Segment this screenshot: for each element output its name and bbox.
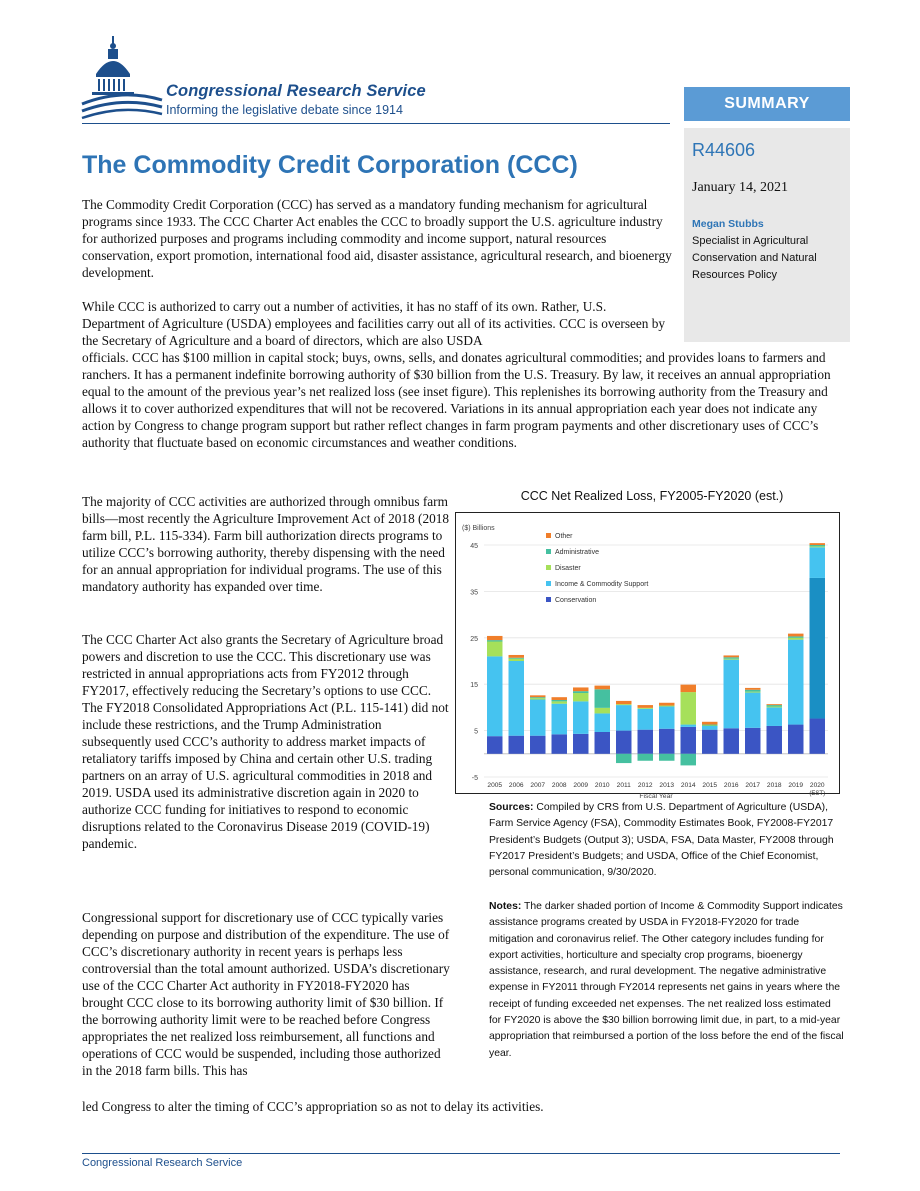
bar-conservation: [530, 736, 545, 754]
x-tick-label: 2020: [809, 782, 825, 789]
y-tick-label: -5: [471, 775, 478, 782]
bar-administrative: [509, 658, 524, 659]
bar-conservation: [638, 730, 653, 754]
x-tick-sublabel: (EST): [809, 791, 826, 797]
legend-label: Administrative: [555, 549, 599, 556]
bar-disaster: [573, 693, 588, 701]
paragraph-oversight-b: officials. CCC has $100 million in capital stock; buys, owns, sells, and donates agricultural commodities; and provides loans to farmers and ranchers. It has a permanent indefinite borrowing authority of $30 billion from the U.S. Treasury. By law, it receives an annual appropriation equal to the amount of the previous year’s net realized loss (see inset figure). This replenishes its borrowing authority from the Treasury and allows it to cover authorized expenditures that will not be recovered. Variations in its annual appropriation each year does not indicate any action by Congress to change program support but rather reflect changes in farm program payments and other discretionary uses of CCC’s authority that fluctuate based on economic circumstances and weather conditions.: [82, 350, 831, 450]
bar-income-support: [788, 640, 803, 725]
bar-administrative: [745, 690, 760, 692]
bar-income-support: [702, 726, 717, 730]
bar-income-support-dark: [810, 578, 825, 719]
bar-other: [767, 704, 782, 705]
bar-administrative: [767, 705, 782, 706]
bar-administrative: [595, 689, 610, 708]
crs-logo: [82, 34, 482, 124]
bar-disaster: [788, 638, 803, 640]
bar-income-support: [767, 707, 782, 726]
page-title: The Commodity Credit Corporation (CCC): [82, 151, 578, 179]
bar-disaster: [638, 708, 653, 709]
bar-conservation: [595, 732, 610, 754]
bar-other: [595, 686, 610, 690]
paragraph-oversight-a: While CCC is authorized to carry out a number of activities, it has no staff of its own. Rather, U.S. Department of Agriculture (USDA) employees and facilities carry out all of its activities. CCC is overseen by the Secretary of Agriculture and a board of directors, which are also USDA: [82, 299, 666, 348]
bar-conservation: [702, 730, 717, 754]
bar-conservation: [788, 725, 803, 754]
bar-conservation: [767, 726, 782, 754]
bar-income-support: [638, 709, 653, 730]
paragraph-farm-bills: The majority of CCC activities are authorized through omnibus farm bills—most recently the Agriculture Improvement Act of 2018 (2018 farm bill, P.L. 115-334). Farm bill authorization directs programs to utilize CCC’s borrowing authority, thereby dispensing with the need for an annual appropriation for individual programs. The use of this mandatory authority has expanded over time.: [82, 494, 450, 594]
x-tick-label: 2014: [680, 782, 696, 789]
bar-disaster: [552, 701, 567, 703]
bar-income-support: [509, 661, 524, 736]
footer-divider: [82, 1153, 840, 1154]
x-tick-label: 2017: [745, 782, 761, 789]
bar-administrative: [552, 700, 567, 701]
header-divider: [82, 123, 670, 124]
bar-income-support: [681, 725, 696, 727]
legend-swatch: [546, 565, 551, 570]
legend-label: Disaster: [555, 565, 581, 572]
bar-conservation: [659, 729, 674, 754]
bar-income-support: [595, 713, 610, 732]
bar-administrative: [810, 545, 825, 546]
bar-other: [724, 655, 739, 657]
bar-income-support: [659, 706, 674, 728]
paragraph-congress-support-end: led Congress to alter the timing of CCC’s appropriation so as not to delay its activities.: [82, 1099, 544, 1114]
bar-income-support: [487, 656, 502, 736]
chart-frame: [455, 512, 840, 800]
report-date: January 14, 2021: [692, 180, 789, 195]
bar-administrative: [616, 754, 631, 763]
x-tick-label: 2015: [702, 782, 718, 789]
figure-sources: [489, 800, 845, 881]
figure-title: CCC Net Realized Loss, FY2005-FY2020 (est.): [520, 489, 784, 503]
bar-disaster: [595, 708, 610, 714]
x-tick-label: 2005: [487, 782, 503, 789]
x-tick-label: 2019: [788, 782, 804, 789]
org-tagline: Informing the legislative debate since 1914: [166, 103, 403, 117]
y-tick-label: 45: [470, 543, 478, 550]
y-tick-label: 15: [470, 682, 478, 690]
y-tick-label: 35: [470, 589, 478, 597]
bar-disaster: [509, 659, 524, 661]
org-name: Congressional Research Service: [166, 82, 426, 100]
bar-other: [616, 701, 631, 704]
x-tick-label: 2010: [594, 782, 610, 789]
paragraph-intro: The Commodity Credit Corporation (CCC) has served as a mandatory funding mechanism for agricultural programs since 1933. The CCC Charter Act enables the CCC to broadly support the U.S. agriculture industry for authorized purposes and programs including commodity and income support, natural resources conservation, export promotion, international food aid, disaster assistance, agricultural research, and bioenergy development.: [82, 197, 672, 280]
bar-conservation: [724, 728, 739, 754]
paragraph-congress-support: Congressional support for discretionary use of CCC typically varies depending on purpose and distribution of the expenditure. The use of CCC’s discretionary authority in recent years is perhaps less controversial than the total amount authorized. USDA’s discretionary use of the CCC Charter Act authority in FY2018-FY2020 has brought CCC close to its borrowing authority limit of $30 billion. If the borrowing authority limit were to be reached before Congress appropriates the net realized loss reimbursement, all functions and operations of CCC would be suspended, including those authorized in the 2018 farm bills. This has: [82, 910, 450, 1078]
x-tick-label: 2012: [637, 782, 653, 789]
bar-income-support: [573, 701, 588, 733]
x-tick-label: 2011: [616, 782, 631, 789]
x-tick-label: 2008: [551, 782, 567, 789]
bar-disaster: [724, 659, 739, 660]
bar-administrative: [487, 640, 502, 641]
bar-disaster: [659, 706, 674, 707]
bar-income-support: [745, 693, 760, 728]
legend-label: Income & Commodity Support: [555, 581, 649, 588]
bar-other: [745, 688, 760, 690]
bar-administrative: [702, 725, 717, 726]
bar-conservation: [681, 727, 696, 754]
bar-other: [487, 636, 502, 640]
bar-administrative: [681, 754, 696, 766]
bar-other: [681, 685, 696, 692]
bar-conservation: [487, 736, 502, 754]
author-name: Megan Stubbs: [692, 218, 764, 230]
bar-disaster: [530, 698, 545, 699]
bar-administrative: [788, 636, 803, 637]
bar-other: [638, 705, 653, 708]
footer-text: Congressional Research Service: [82, 1157, 243, 1169]
x-tick-label: 2007: [530, 782, 546, 789]
x-tick-label: 2016: [723, 782, 739, 789]
notes-text: The darker shaded portion of Income & Commodity Support indicates assistance programs created by USDA in FY2018-FY2020 for trade mitigation and coronavirus relief. The Other category includes funding for export activities, horticulture and specialty crop programs, bioenergy assistance, research, and rural development. The negative administrative expense in FY2011 through FY2014 represents net gains in years where the receipt of funding exceeded net expenses. The net realized loss estimated for FY2020 is above the $30 billion borrowing limit due, in part, to a mid-year appropriation that reimbursed a portion of the loss before the end of the fiscal year.: [489, 901, 844, 1059]
summary-heading: SUMMARY: [684, 87, 850, 121]
bar-disaster: [767, 706, 782, 707]
bar-disaster: [702, 725, 717, 726]
x-tick-label: 2009: [573, 782, 589, 789]
bar-conservation: [509, 736, 524, 754]
bar-income-support: [810, 547, 825, 578]
bar-conservation: [810, 719, 825, 754]
bar-conservation: [745, 728, 760, 754]
x-tick-label: 2013: [659, 782, 675, 789]
author-title: Specialist in Agricultural Conservation and Natural Resources Policy: [692, 235, 817, 281]
bar-administrative: [638, 754, 653, 761]
figure-notes: [489, 899, 845, 1062]
bar-administrative: [573, 691, 588, 693]
bar-disaster: [810, 546, 825, 547]
y-tick-label: 5: [474, 728, 478, 736]
x-tick-label: 2006: [508, 782, 524, 789]
x-tick-label: 2018: [766, 782, 782, 789]
legend-swatch: [546, 549, 551, 554]
bar-administrative: [724, 657, 739, 658]
bar-income-support: [724, 660, 739, 729]
bar-conservation: [573, 734, 588, 754]
sources-text: Compiled by CRS from U.S. Department of Agriculture (USDA), Farm Service Agency (FSA), Commodity Estimates Book, FY2008-FY2017 President’s Budgets (Output 3); USDA, FSA, Data Master, FY2008 through FY2017 President’s Budgets; and USDA, Office of the Chief Economist, personal communication, 9/30/2020.: [489, 802, 834, 879]
x-axis-label: Fiscal Year: [639, 793, 673, 800]
legend-swatch: [546, 597, 551, 602]
bar-other: [573, 687, 588, 691]
bar-other: [552, 697, 567, 700]
bar-disaster: [616, 704, 631, 705]
bar-conservation: [552, 734, 567, 753]
sources-label: Sources:: [489, 802, 534, 813]
net-loss-chart: [456, 513, 838, 800]
bar-administrative: [659, 754, 674, 761]
bar-other: [659, 703, 674, 706]
y-axis-label: ($) Billions: [462, 525, 495, 532]
bar-disaster: [745, 692, 760, 693]
bar-other: [810, 543, 825, 545]
bar-income-support: [552, 704, 567, 735]
y-tick-label: 25: [470, 635, 478, 643]
legend-swatch: [546, 533, 551, 538]
bar-other: [530, 695, 545, 697]
bar-other: [509, 655, 524, 658]
paragraph-discretion: The CCC Charter Act also grants the Secretary of Agriculture broad powers and discretion to use the CCC. This discretionary use was restricted in annual appropriations acts from FY2012 through FY2017, effectively reducing the Secretary’s options to use CCC. The FY2018 Consolidated Appropriations Act (P.L. 115-141) did not include these restrictions, and the Trump Administration subsequently used CCC’s authority to address market impacts of retaliatory tariffs imposed by China and certain other U.S. trading partners on an array of U.S. agricultural commodities in 2018 and 2019. USDA used its administrative discretion again in 2020 to authorize CCC funding for initiatives to respond to economic disruptions related to the Coronavirus Disease 2019 (COVID-19) pandemic.: [82, 632, 449, 851]
bar-income-support: [616, 705, 631, 731]
legend-label: Other: [555, 533, 573, 540]
report-number: R44606: [692, 140, 756, 160]
bar-other: [788, 634, 803, 637]
bar-income-support: [530, 700, 545, 736]
bar-disaster: [487, 642, 502, 657]
capitol-dome-icon: [82, 34, 162, 124]
notes-label: Notes:: [489, 901, 522, 912]
legend-label: Conservation: [555, 597, 597, 604]
bar-conservation: [616, 731, 631, 754]
bar-administrative: [530, 697, 545, 698]
legend-swatch: [546, 581, 551, 586]
bar-disaster: [681, 692, 696, 724]
bar-other: [702, 722, 717, 725]
